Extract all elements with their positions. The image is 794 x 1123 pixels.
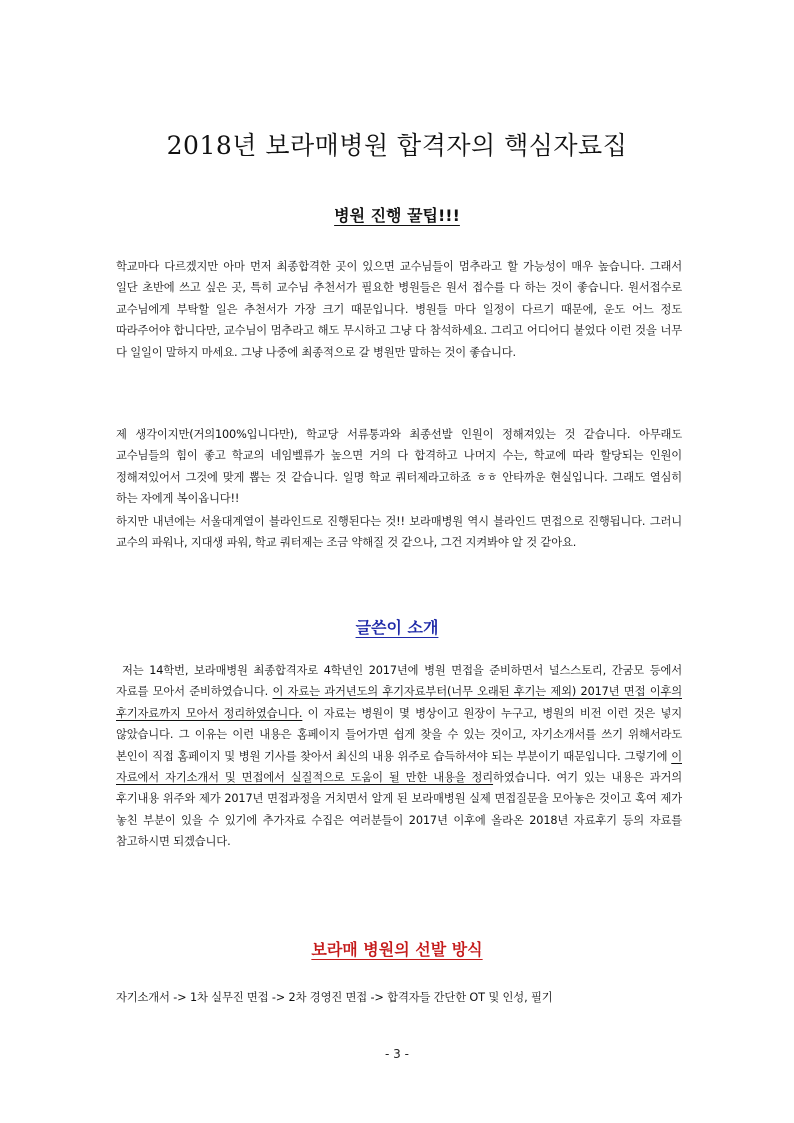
tips-paragraph-1: 학교마다 다르겠지만 아마 먼저 최종합격한 곳이 있으면 교수님들이 멈추라고 할 가능성이 매우 높습니다. 그래서 일단 초반에 쓰고 싶은 곳, 특히 교수님 추천서가 필요한 병원들은 원서 접수를 다 하는 것이 좋습니다. 원서접수로 교수님에게 부탁할 일은 추천서가 가장 크기 때문입니다. 병원들 마다 일정이 다르기 때문에, 운도 어느 정도 따라주어야 합니다만, 교수님이 멈추라고 해도 무시하고 그냥 다 참석하세요. 그리고 어디어디 붙었다 이런 것을 너무 다 일일이 말하지 마세요. 그냥 나중에 최종적으로 갈 병원만 말하는 것이 좋습니다.: [116, 260, 682, 359]
section-heading-author: [0, 617, 794, 639]
page-title: 2018년 보라매병원 합격자의 핵심자료집: [166, 131, 628, 160]
tips-paragraph-2: 제 생각이지만(거의100%입니다만), 학교당 서류통과와 최종선발 인원이 정해져있는 것 같습니다. 아무래도 교수님들의 힘이 좋고 학교의 네임벨류가 높으면 거의 다 합격하고 나머지 수는, 학교에 따라 할당되는 인원이 정해져있어서 그것에 맞게 뽑는 것 같습니다. 일명 학교 쿼터제라고하죠 ㅎㅎ 안타까운 현실입니다. 그래도 열심히 하는 자에게 복이옵니다!!: [116, 428, 682, 506]
author-text-part-2: 이 자료는 병원이 몇 병상이고 원장이 누구고, 병원의 비전 이런 것은 넣지 않았습니다. 그 이유는 이런 내용은 홈페이지 들어가면 쉽게 찾을 수 있는 것이고, 자기소개서를 쓰기 위해서라도 본인이 직접 홈페이지 및 병원 기사를 찾아서 최신의 내용 위주로 습득하셔야 되는 부분이기 때문입니다. 그렇기에: [116, 706, 683, 763]
tips-paragraph-3: 하지만 내년에는 서울대계열이 블라인드로 진행된다는 것!! 보라매병원 역시 블라인드 면접으로 진행됩니다. 그러니 교수의 파워나, 지대생 파워, 학교 쿼터제는 조금 약해질 것 같으나, 그건 지켜봐야 알 것 같아요.: [116, 515, 682, 550]
author-underlined-sentence-2: 이 자료에서 자기소개서 및 면접에서 실질적으로 도움이 될 만한 내용을 정리: [116, 749, 682, 785]
author-paragraph: [116, 660, 682, 853]
section-heading-selection-method-text: 보라매 병원의 선발 방식: [311, 940, 483, 959]
page-number: - 3 -: [385, 1047, 409, 1061]
author-text-part-1: 저는 14학번, 보라매병원 최종합격자로 4학년인 2017년에 병원 면접을 준비하면서 널스스토리, 간굼모 등에서 자료를 모아서 준비하였습니다.: [116, 664, 682, 699]
section-heading-selection-method: [0, 939, 794, 961]
section-heading-tips-text: 병원 진행 꿀팁!!!: [334, 206, 460, 225]
author-text-part-3: 하였습니다. 여기 있는 내용은 과거의 후기내용 위주와 제가 2017년 면접과정을 거치면서 알게 된 보라매병원 실제 면접질문을 모아놓은 것이고 혹여 제가 놓친 부분이 있을 수 있기에 추가자료 수집은 여러분들이 2017년 이후에 올라온 2018년 자료후기 등의 자료를 참고하시면 되겠습니다.: [116, 771, 682, 849]
section-heading-tips: [0, 205, 794, 227]
author-underlined-sentence-1: 이 자료는 과거년도의 후기자료부터(너무 오래된 후기는 제외) 2017년 면접 이후의 후기자료까지 모아서 정리하였습니다.: [116, 685, 682, 720]
section-heading-author-text: 글쓴이 소개: [355, 618, 439, 637]
selection-method-paragraph: 자기소개서 -> 1차 실무진 면접 -> 2차 경영진 면접 -> 합격자들 간단한 OT 및 인성, 필기: [116, 991, 553, 1004]
